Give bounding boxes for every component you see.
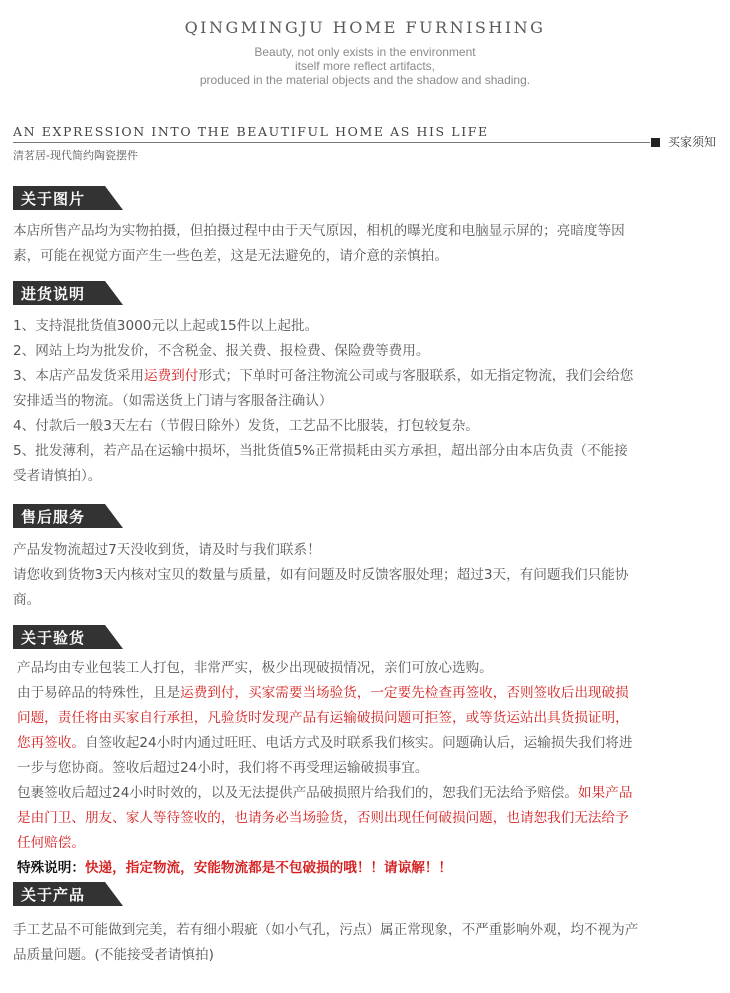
product-line-2: 品质量问题。(不能接受者请慎拍): [13, 947, 214, 963]
inspection-warning-4: 如果产品: [578, 785, 633, 801]
inspection-line-4: [17, 731, 707, 756]
aftersale-line-3: 商。: [13, 592, 41, 608]
inspection-warning-3: 您再签收。: [17, 735, 85, 751]
inspection-line-5: 一步与您协商。签收后超过24小时，我们将不再受理运输破损事宜。: [17, 760, 429, 776]
section-title: 关于验货: [21, 629, 86, 647]
inspection-line-1: 产品均由专业包装工人打包，非常严实，极少出现破损情况，亲们可放心选购。: [17, 660, 493, 676]
section-header-product: [13, 882, 123, 906]
purchase-line-5-cont: 受者请慎拍）。: [13, 468, 102, 484]
purchase-line-3-text-a: 3、本店产品发货采用: [13, 368, 144, 384]
brand-title: QINGMINGJU HOME FURNISHING: [184, 18, 546, 37]
inspection-warning-1: 运费到付，买家需要当场验货，一定要先检查再签收，否则签收后出现破损: [180, 685, 629, 701]
section-header-purchase: [13, 281, 123, 305]
special-note-text: 快递，指定物流，安能物流都是不包破损的哦！！请谅解！！: [84, 860, 452, 876]
inspection-warning-2: 问题，责任将由买家自行承担，凡验货时发现产品有运输破损问题可拒签，或等货运站出具货损证明，: [17, 710, 629, 726]
purchase-line-3: [13, 364, 703, 389]
freight-collect-highlight: 运费到付: [144, 368, 199, 384]
section-title: 关于产品: [21, 886, 86, 904]
header-divider: [13, 142, 650, 143]
purchase-line-3-cont: 安排适当的物流。（如需送货上门请与客服备注确认）: [13, 393, 333, 409]
product-line-1: 手工艺品不可能做到完美，若有细小瑕疵（如小气孔，污点）属正常现象，不严重影响外观，均不视为产: [13, 922, 639, 938]
inspection-line-4-text: 自签收起24小时内通过旺旺、电话方式及时联系我们核实。问题确认后，运输损失我们将进: [84, 735, 633, 751]
inspection-warning-5: 是由门卫、朋友、家人等待签收的，也请务必当场验货，否则出现任何破损问题，也请恕我们无法给予: [17, 810, 629, 826]
square-bullet-icon: [651, 138, 660, 147]
special-note: [17, 856, 707, 881]
motto: AN EXPRESSION INTO THE BEAUTIFUL HOME AS HIS LIFE: [13, 124, 489, 139]
inspection-line-2-text: 由于易碎品的特殊性，且是: [17, 685, 181, 701]
aftersale-line-1: 产品发物流超过7天没收到货，请及时与我们联系！: [13, 542, 321, 558]
purchase-line-4: 4、付款后一般3天左右（节假日除外）发货，工艺品不比服装，打包较复杂。: [13, 418, 479, 434]
tagline-line-1: Beauty, not only exists in the environment: [254, 45, 476, 59]
inspection-line-6: [17, 781, 707, 806]
photos-text-line-2: 素，可能在视觉方面产生一些色差，这是无法避免的，请介意的亲慎拍。: [13, 248, 448, 264]
photos-text-line-1: 本店所售产品均为实物拍摄，但拍摄过程中由于天气原因，相机的曝光度和电脑显示屏的；亮暗度等因: [13, 223, 625, 239]
special-note-label: 特殊说明：: [17, 860, 85, 876]
inspection-line-2: [17, 681, 707, 706]
purchase-line-5: 5、批发薄利，若产品在运输中损坏，当批货值5%正常损耗由买方承担，超出部分由本店负责（不能接: [13, 443, 628, 459]
section-title: 售后服务: [21, 508, 86, 526]
store-subtitle: 清茗居-现代简约陶瓷摆件: [13, 149, 138, 162]
aftersale-line-2: 请您收到货物3天内核对宝贝的数量与质量，如有问题及时反馈客服处理；超过3天，有问题我们只能协: [13, 567, 629, 583]
section-header-aftersale: [13, 504, 123, 528]
buyer-notice-label: 买家须知: [668, 135, 717, 149]
section-title: 进货说明: [21, 285, 86, 303]
section-header-inspection: [13, 625, 123, 649]
inspection-line-6-text: 包裹签收后超过24小时时效的，以及无法提供产品破损照片给我们的，恕我们无法给予赔偿。: [17, 785, 579, 801]
tagline-line-2: itself more reflect artifacts,: [294, 59, 436, 73]
tagline-line-3: produced in the material objects and the shadow and shading.: [199, 73, 531, 87]
purchase-line-3-text-b: 形式；下单时可备注物流公司或与客服联系，如无指定物流，我们会给您: [198, 368, 634, 384]
inspection-warning-6: 任何赔偿。: [17, 835, 85, 851]
section-header-photos: [13, 186, 123, 210]
purchase-line-2: 2、网站上均为批发价，不含税金、报关费、报检费、保险费等费用。: [13, 343, 430, 359]
purchase-line-1: 1、支持混批货值3000元以上起或15件以上起批。: [13, 318, 319, 334]
section-title: 关于图片: [21, 190, 86, 208]
